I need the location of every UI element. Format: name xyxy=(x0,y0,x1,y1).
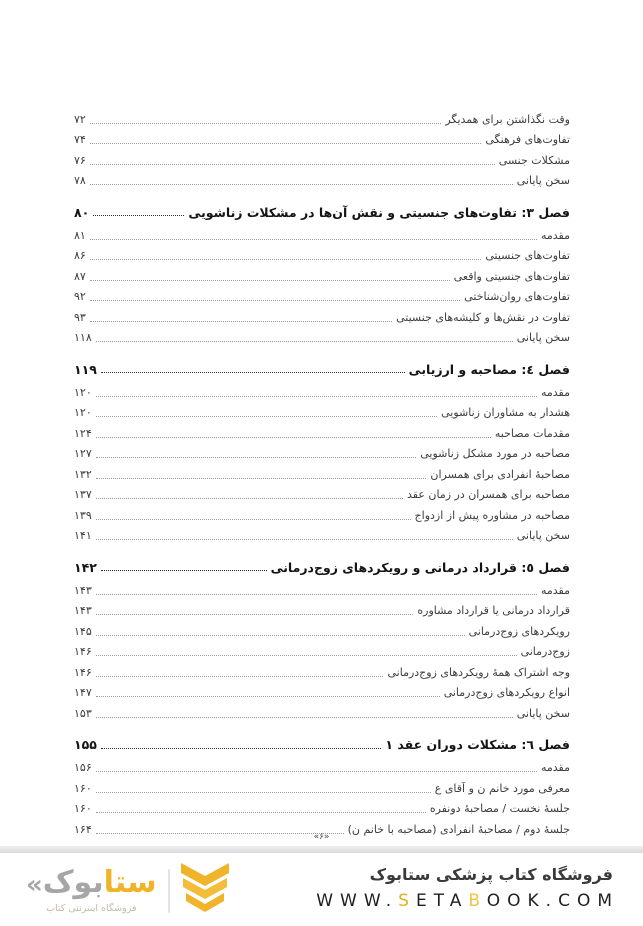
toc-entry-page-number: ۱۱۸ xyxy=(74,331,92,345)
toc-entry-title: معرفی مورد خانم ن و آقای ع xyxy=(434,781,570,795)
toc-entry-page-number: ۱۵۶ xyxy=(74,761,92,775)
toc-entry xyxy=(74,523,570,544)
toc-entry-title: وقت نگذاشتن برای همدیگر xyxy=(445,112,570,126)
dot-leader xyxy=(96,614,414,615)
dot-leader xyxy=(96,676,384,677)
toc-entry-title: تفاوت‌های جنسیتی واقعی xyxy=(453,269,570,283)
toc-entry-page-number: ۱۳۷ xyxy=(74,488,92,502)
toc-entry-page-number: ۱۴۶ xyxy=(74,665,92,679)
dot-leader xyxy=(90,123,441,124)
toc-entry-page-number: ۷۶ xyxy=(74,153,86,167)
dot-leader xyxy=(96,771,537,772)
dot-leader xyxy=(93,215,184,216)
toc-entry xyxy=(74,284,570,305)
toc-entry-title: هشدار به مشاوران زناشویی xyxy=(441,406,570,420)
url-s-highlight: S xyxy=(398,891,416,911)
dot-leader xyxy=(90,321,392,322)
setabook-logo[interactable] xyxy=(26,863,229,919)
dot-leader xyxy=(96,696,440,697)
toc-entry-title: سخن پایانی xyxy=(516,174,570,188)
toc-entry-page-number: ۱۲۷ xyxy=(74,447,92,461)
dot-leader xyxy=(101,570,267,571)
toc-entry-title: انواع رویکردهای زوج‌درمانی xyxy=(443,686,570,700)
dot-leader xyxy=(101,748,382,749)
dot-leader xyxy=(96,635,465,636)
url-www: WWW. xyxy=(316,891,399,911)
dot-leader xyxy=(90,143,482,144)
dot-leader xyxy=(96,717,513,718)
dot-leader xyxy=(96,396,537,397)
toc-entry-page-number: ۱۴۶ xyxy=(74,645,92,659)
dot-leader xyxy=(96,498,403,499)
toc-chapter-heading-page-number: ۱۵۵ xyxy=(74,737,97,753)
toc-entry-page-number: ۱۳۹ xyxy=(74,508,92,522)
toc-entry-page-number: ۹۲ xyxy=(74,290,86,304)
toc-entry-page-number: ۱۴۷ xyxy=(74,686,92,700)
toc-entry xyxy=(74,304,570,325)
setabook-chevrons-icon xyxy=(181,863,229,919)
url-eta: ETA xyxy=(415,891,469,911)
toc-entry xyxy=(74,441,570,462)
toc-entry xyxy=(74,598,570,619)
store-title: فروشگاه کتاب پزشکی ستابوک xyxy=(369,865,613,884)
toc-entry-page-number: ۱۶۰ xyxy=(74,781,92,795)
toc-entry xyxy=(74,400,570,421)
toc-entry xyxy=(74,222,570,243)
toc-entry-page-number: ۱۲۴ xyxy=(74,426,92,440)
toc-entry xyxy=(74,755,570,776)
toc-entry-title: جلسهٔ نخست / مصاحبهٔ دونفره xyxy=(429,802,570,816)
logo-tagline: فروشگاه اینترنتی کتاب xyxy=(46,903,137,914)
toc-entry-title: مصاحبه در مشاوره پیش از ازدواج xyxy=(414,508,570,522)
toc-entry xyxy=(74,659,570,680)
toc-entry xyxy=(74,482,570,503)
toc-entry-title: قرارداد درمانی یا قرارداد مشاوره xyxy=(417,604,570,618)
toc-entry xyxy=(74,127,570,148)
toc-entry-title: مقدمه xyxy=(540,583,570,597)
toc-entry-title: مقدمه xyxy=(540,228,570,242)
toc-entry-title: مقدمات مصاحبه xyxy=(494,426,570,440)
toc-chapter-heading xyxy=(74,196,570,220)
toc-group xyxy=(74,106,570,188)
toc-entry xyxy=(74,700,570,721)
dot-leader xyxy=(96,416,437,417)
toc-entry-title: مصاحبهٔ انفرادی برای همسران xyxy=(430,467,570,481)
toc-chapter-heading xyxy=(74,729,570,753)
toc-entry-page-number: ۱۶۴ xyxy=(74,822,92,836)
dot-leader xyxy=(90,280,450,281)
toc-entry-page-number: ۷۲ xyxy=(74,112,86,126)
toc-entry-page-number: ۹۳ xyxy=(74,310,86,324)
toc-entry xyxy=(74,577,570,598)
toc-entry xyxy=(74,680,570,701)
toc-list xyxy=(74,106,570,837)
toc-group xyxy=(74,551,570,721)
toc-entry xyxy=(74,796,570,817)
url-b-highlight: B xyxy=(468,891,487,911)
dot-leader xyxy=(96,594,537,595)
logo-divider xyxy=(168,869,170,913)
toc-chapter-heading-page-number: ۱۴۲ xyxy=(74,559,97,575)
footer-bar xyxy=(0,853,643,926)
dot-leader xyxy=(96,457,417,458)
dot-leader xyxy=(90,300,460,301)
toc-chapter-heading xyxy=(74,551,570,575)
toc-chapter-heading-title: فصل ٦: مشکلات دوران عقد ۱ xyxy=(385,737,570,753)
toc-entry-title: وجه اشتراک همهٔ رویکردهای زوج‌درمانی xyxy=(387,665,570,679)
toc-entry-page-number: ۷۸ xyxy=(74,174,86,188)
dot-leader xyxy=(96,478,427,479)
dot-leader xyxy=(90,184,513,185)
toc-entry-page-number: ۱۲۰ xyxy=(74,406,92,420)
toc-entry-title: مقدمه xyxy=(540,761,570,775)
dot-leader xyxy=(96,655,517,656)
toc-entry-page-number: ۱۴۳ xyxy=(74,604,92,618)
toc-entry-page-number: ۱۳۲ xyxy=(74,467,92,481)
toc-entry-page-number: ۸۶ xyxy=(74,249,86,263)
toc-entry-page-number: ۱۲۰ xyxy=(74,385,92,399)
toc-entry-page-number: ۱۴۱ xyxy=(74,529,92,543)
toc-entry-title: تفاوت‌های روان‌شناختی xyxy=(464,290,570,304)
toc-entry xyxy=(74,379,570,400)
dot-leader xyxy=(96,519,411,520)
toc-entry-page-number: ۱۶۰ xyxy=(74,802,92,816)
toc-chapter-heading xyxy=(74,353,570,377)
toc-entry-title: مصاحبه در مورد مشکل زناشویی xyxy=(420,447,570,461)
toc-entry-title: سخن پایانی xyxy=(516,706,570,720)
toc-entry-title: مقدمه xyxy=(540,385,570,399)
store-info xyxy=(316,865,619,911)
toc-entry-page-number: ۱۴۵ xyxy=(74,624,92,638)
toc-entry-title: مشکلات جنسی xyxy=(498,153,570,167)
toc-entry xyxy=(74,168,570,189)
toc-chapter-heading-title: فصل ٣: تفاوت‌های جنسیتی و نقش آن‌ها در مشکلات زناشویی xyxy=(188,204,570,220)
toc-entry xyxy=(74,325,570,346)
url-com: .COM xyxy=(545,891,619,911)
page-bottom-edge-shadow xyxy=(0,846,643,853)
toc-chapter-heading-title: فصل ٥: قرارداد درمانی و رویکردهای زوج‌درمانی xyxy=(270,559,570,575)
dot-leader xyxy=(90,164,495,165)
toc-group xyxy=(74,353,570,543)
toc-entry xyxy=(74,775,570,796)
toc-entry xyxy=(74,263,570,284)
toc-entry xyxy=(74,243,570,264)
toc-entry-title: تفاوت در نقش‌ها و کلیشه‌های جنسیتی xyxy=(396,310,570,324)
url-ook: OOK xyxy=(486,891,546,911)
toc-entry-title: تفاوت‌های فرهنگی xyxy=(485,133,570,147)
toc-entry xyxy=(74,639,570,660)
dot-leader xyxy=(90,259,482,260)
dot-leader xyxy=(90,239,537,240)
toc-entry xyxy=(74,618,570,639)
dot-leader xyxy=(96,341,513,342)
dot-leader xyxy=(96,792,431,793)
page-number-marker: «۶» xyxy=(313,832,330,842)
dot-leader xyxy=(96,539,513,540)
toc-entry-page-number: ۸۷ xyxy=(74,269,86,283)
toc-entry xyxy=(74,147,570,168)
toc-entry xyxy=(74,420,570,441)
toc-chapter-heading-page-number: ۱۱۹ xyxy=(74,361,97,377)
wordmark-end: بوک xyxy=(42,865,104,900)
toc-group xyxy=(74,196,570,345)
toc-entry-title: رویکردهای زوج‌درمانی xyxy=(468,624,570,638)
dot-leader xyxy=(101,372,405,373)
toc-entry xyxy=(74,502,570,523)
toc-group xyxy=(74,729,570,837)
dot-leader xyxy=(96,437,491,438)
toc-entry-page-number: ۸۱ xyxy=(74,228,86,242)
toc-chapter-heading-title: فصل ٤: مصاحبه و ارزیابی xyxy=(408,361,570,377)
toc-entry-title: سخن پایانی xyxy=(516,529,570,543)
toc-entry-page-number: ۱۴۳ xyxy=(74,583,92,597)
toc-entry xyxy=(74,106,570,127)
toc-entry-title: مصاحبه برای همسران در زمان عقد xyxy=(406,488,570,502)
logo-wordmark xyxy=(26,865,157,900)
toc-entry-page-number: ۱۵۳ xyxy=(74,706,92,720)
toc-entry-page-number: ۷۴ xyxy=(74,133,86,147)
toc-entry-title: زوج‌درمانی xyxy=(520,645,570,659)
store-url-link[interactable] xyxy=(316,891,619,911)
wordmark-start: ستا xyxy=(103,865,157,900)
toc-entry xyxy=(74,461,570,482)
toc-entry-title: جلسهٔ دوم / مصاحبهٔ انفرادی (مصاحبه با خانم ن) xyxy=(347,822,570,836)
toc-chapter-heading-page-number: ۸۰ xyxy=(74,204,90,220)
wordmark-guillemet: « xyxy=(26,870,43,900)
logo-wordmark-block xyxy=(26,865,157,914)
toc-entry-title: سخن پایانی xyxy=(516,331,570,345)
dot-leader xyxy=(96,812,426,813)
toc-entry-title: تفاوت‌های جنسیتی xyxy=(485,249,570,263)
